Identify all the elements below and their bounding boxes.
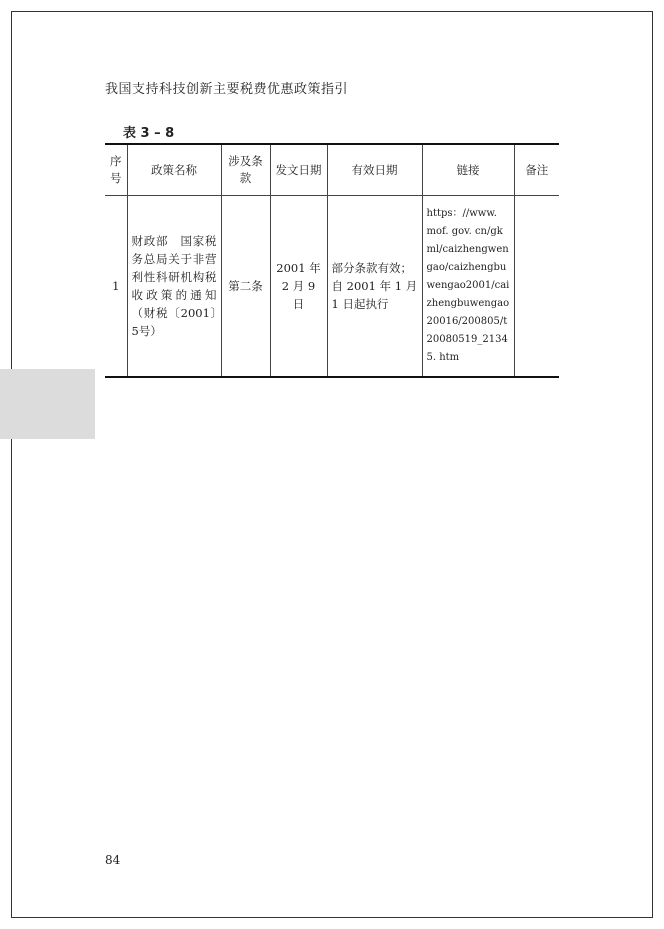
cell-link[interactable]: https：//www. mof. gov. cn/gkml/caizhengwengao/caizhengbuwengao2001/caizhengbuwengao20016/200805/t20080519_21345. htm bbox=[422, 196, 514, 378]
running-header: 我国支持科技创新主要税费优惠政策指引 bbox=[105, 82, 349, 97]
table-row bbox=[105, 196, 559, 378]
table-header-row bbox=[105, 144, 559, 196]
side-thumb-tab bbox=[0, 369, 95, 439]
col-header-clause: 涉及条款 bbox=[221, 144, 270, 196]
cell-clause: 第二条 bbox=[221, 196, 270, 378]
cell-remark bbox=[514, 196, 559, 378]
policy-table bbox=[105, 143, 559, 378]
cell-seq: 1 bbox=[105, 196, 127, 378]
col-header-seq: 序号 bbox=[105, 144, 127, 196]
cell-issue-date: 2001 年 2 月 9 日 bbox=[270, 196, 327, 378]
col-header-valid-date: 有效日期 bbox=[327, 144, 422, 196]
col-header-policy-name: 政策名称 bbox=[127, 144, 221, 196]
table-label: 表 3 – 8 bbox=[123, 126, 175, 141]
col-header-remark: 备注 bbox=[514, 144, 559, 196]
col-header-issue-date: 发文日期 bbox=[270, 144, 327, 196]
cell-policy-name: 财政部 国家税务总局关于非营利性科研机构税收政策的通知（财税〔2001〕5号） bbox=[127, 196, 221, 378]
cell-valid-date: 部分条款有效；自 2001 年 1 月 1 日起执行 bbox=[327, 196, 422, 378]
page-number: 84 bbox=[105, 853, 121, 867]
col-header-link: 链接 bbox=[422, 144, 514, 196]
